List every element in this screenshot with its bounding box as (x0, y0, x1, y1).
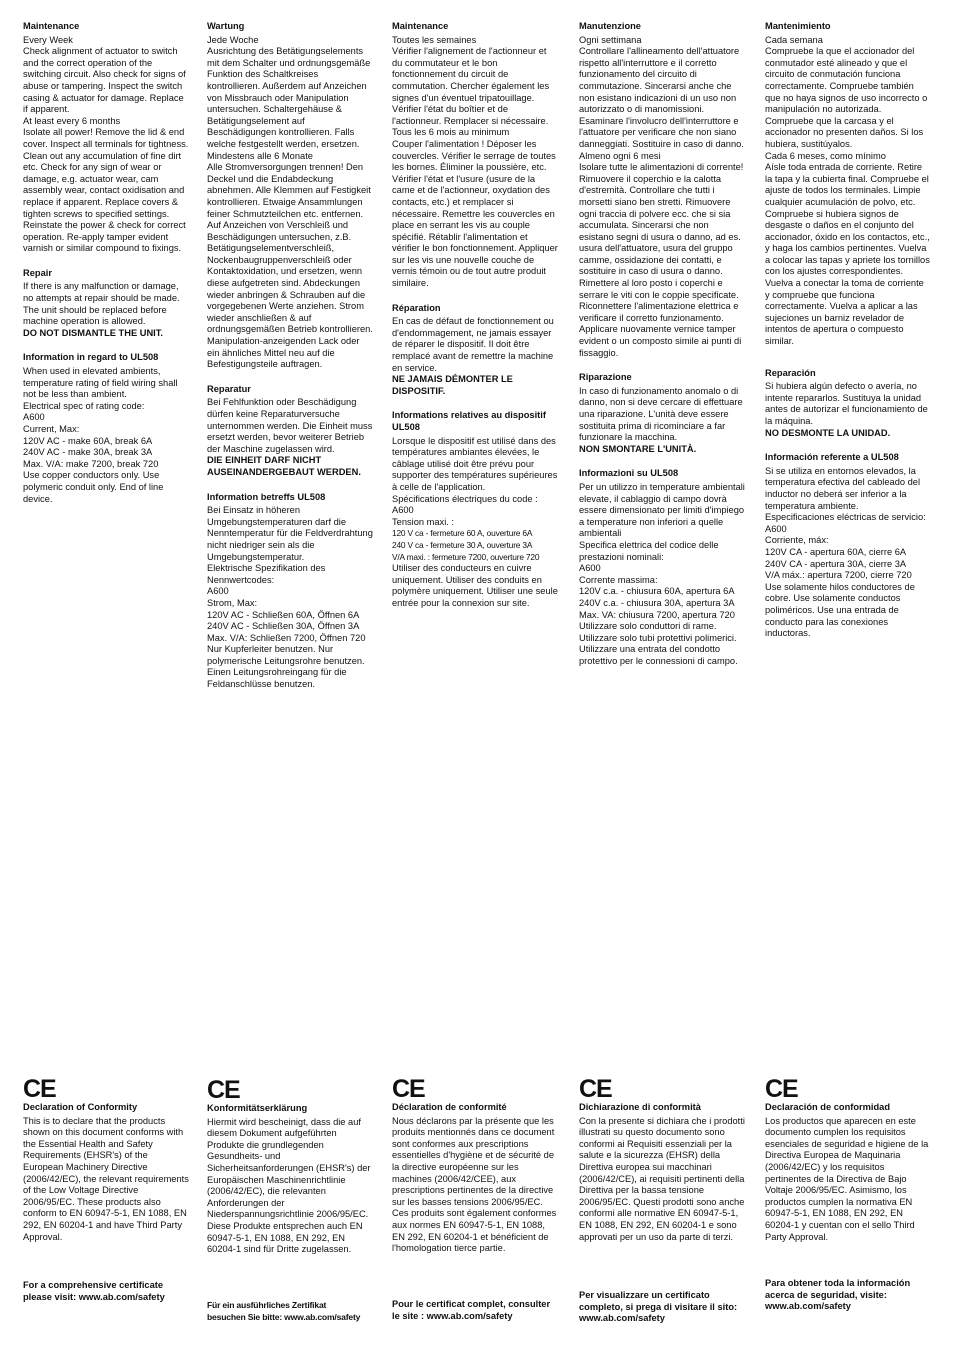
declaration-heading: Dichiarazione di conformità (579, 1102, 701, 1112)
maintenance-text: Ogni settimana Controllare l'allineamento dell'attuatore rispetto all'interruttore e il corretto funzionamento del circuito di commutazione. Sincerarsi anche che non esistano indicazioni di un uso non autorizzato o di manomissioni. Esaminare l'involucro dell'interruttore e l'attuatore per verificare che non siano danneggiati. Sostituire in caso di danno. Almeno ogni 6 mesi Isolare tutte le alimentazioni di corrente! Rimuovere il coperchio e la calotta d'estremità. Controllare che tutti i morsetti siano ben stretti. Rimuovere ogni traccia di polvere ecc. che si sia accumulata. Sincerarsi che non esistano segni di usura o danno, ad es. usura dell'attuatore, usura del gruppo camme, ossidazione dei contatti, e sostituire in caso di usura o danno. Rimettere al loro posto i coperchi e serrare le viti con le coppie specificate. Riconnettere l'alimentazione elettrica e verificare il corretto funzionamento. Applicare nuovamente vernice tamper evident o un composto simile ai punti di fissaggio. (579, 34, 744, 358)
column-italian (579, 21, 745, 680)
repair-heading: Reparación (765, 367, 816, 378)
declaration-french (392, 1076, 558, 1255)
repair-warning: DIE EINHEIT DARF NICHT AUSEINANDERGEBAUT WERDEN. (207, 455, 361, 477)
certificate-link[interactable]: Für ein ausführliches Zertifikat besuchen Sie bitte: www.ab.com/safety (207, 1300, 361, 1322)
repair-warning: NON SMONTARE L'UNITÀ. (579, 443, 697, 454)
ul508-section (23, 352, 189, 505)
repair-text: Bei Fehlfunktion oder Beschädigung dürfen keine Reparaturversuche unternommen werden. Die Einheit muss ersetzt werden, bevor weiterer Betrieb der Maschine zugelassen wird. (207, 397, 373, 454)
declaration-heading: Déclaration de conformité (392, 1102, 507, 1112)
repair-heading: Repair (23, 267, 52, 278)
declaration-text: Nous déclarons par la présente que les produits mentionnés dans ce document sont conformes aux prescriptions essentielles d'hygiène et de sécurité de la directive européenne sur les machines (2006/42/CEE), aux prescriptions pertinentes de la directive sur les basses tensions 2006/95/EC. Ces produits sont également conformes aux normes EN 60947-5-1, EN 1088, EN 292, EN 60204-1 et bénéficient de l'homologation tierce partie. (392, 1115, 557, 1254)
repair-text: In caso di funzionamento anomalo o di danno, non si deve cercare di effettuare una riparazione. L'unità deve essere sostituita prima di ricominciare a far funzionare la macchina. (579, 385, 743, 443)
repair-text: Si hubiera algún defecto o avería, no intente repararlos. Sustituya la unidad antes de autorizar el funcionamiento de la máquina. (765, 381, 928, 426)
ul508-section (392, 410, 558, 609)
ul508-heading: Informations relatives au dispositif UL508 (392, 410, 546, 432)
ul508-heading: Información referente a UL508 (765, 452, 899, 463)
column-spanish (765, 21, 931, 653)
ul508-heading: Information in regard to UL508 (23, 352, 159, 363)
repair-heading: Reparatur (207, 383, 251, 394)
repair-warning: DO NOT DISMANTLE THE UNIT. (23, 327, 163, 338)
maintenance-text: Every Week Check alignment of actuator to switch and the correct operation of the switching circuit. Also check for signs of abuse or tampering. Inspect the switch casing & actuator for damage. Replace if apparent. At least every 6 months Isolate all power! Remove the lid & end cover. Inspect all terminals for tightness. Clean out any accumulation of fine dirt etc. Check for any sign of wear or damage, e.g. actuator wear, cam assembly wear, contact oxidisation and replace if apparent. Replace covers & tighten screws to specified settings. Reinstate the power & check for correct operation. Re-apply tamper evident varnish or similar compound to fixings. (23, 34, 189, 254)
repair-section (392, 303, 558, 398)
maintenance-heading: Maintenance (392, 21, 449, 31)
ul508-text-after: Utiliser des conducteurs en cuivre uniquement. Utiliser des conduits en polymère uniquement. Utiliser une seule entrée pour la connexion sur site. (392, 563, 558, 608)
repair-heading: Riparazione (579, 372, 632, 383)
ce-mark-icon: CE (765, 1075, 798, 1103)
ul508-text: When used in elevated ambients, temperature rating of field wiring shall not be less than ambient. Electrical spec of rating code: A600 Current, Max: 120V AC - make 60A, break 6A 240V AC - make 30A, break 3A Max. V/A: make 7200, break 720 Use copper conductors only. Use polymeric conduit only. End of line device. (23, 366, 178, 504)
declaration-heading: Konformitätserklärung (207, 1103, 308, 1113)
declaration-text: Los productos que aparecen en este documento cumplen los requisitos esenciales de seguridad e higiene de la Directiva Europea de Maquinaria (2006/42/EC) y los requisitos pertinentes de la Directiva de Bajo Voltaje 2006/95/EC. Asimismo, los productos cumplen la normativa EN 60947-5-1, EN 1088, EN 292, EN 60204-1 y cuentan con el sello Third Party Approval. (765, 1115, 929, 1242)
ul508-text: Per un utilizzo in temperature ambientali elevate, il cablaggio di campo dovrà essere dimensionato per limiti d'impiego a temperature non inferiori a quelle ambientali Specifica elettrica del codice delle prestazioni nominali: A600 Corrente massima: 120V c.a. - chiusura 60A, apertura 6A 240V c.a. - chiusura 30A, apertura 3A Max. VA: chiusura 7200, apertura 720 Utilizzare solo conduttori di rame. Utilizzare solo tubi protettivi polimerici. Utilizzare una entrata del condotto protettivo per le connessioni di campo. (579, 481, 745, 666)
maintenance-text: Cada semana Compruebe la que el accionador del conmutador esté alineado y que el circuito de conmutación funciona correctamente. Compruebe también que no haya signos de uso incorrecto o manipulación no autorizada. Compruebe que la carcasa y el accionador no presenten daños. Si los hubiera, sustitúyalos. Cada 6 meses, como mínimo Aísle toda entrada de corriente. Retire la tapa y la cubierta final. Compruebe el ajuste de todos los terminales. Limpie cualquier acumulación de polvo, etc. Compruebe si hubiera signos de desgaste o daños en el conjunto del accionador, óxido en los contactos, etc., y haga los cambios pertinentes. Vuelva a colocar las tapas y apriete los tornillos con los ajustes correspondientes. Vuelva a conectar la toma de corriente y compruebe que funciona correctamente. Vuelva a aplicar a las sujeciones un barniz revelador de intentos de apertura o compuesto similar. (765, 34, 930, 347)
certificate-link[interactable]: For a comprehensive certificate please visit: www.ab.com/safety (23, 1280, 165, 1302)
repair-text: If there is any malfunction or damage, no attempts at repair should be made. The unit should be replaced before machine operation is allowed. (23, 281, 180, 327)
ce-mark-icon: CE (392, 1075, 425, 1103)
certificate-link[interactable]: Pour le certificat complet, consulter le site : www.ab.com/safety (392, 1299, 551, 1321)
ul508-text: Bei Einsatz in höheren Umgebungstemperaturen darf die Nenntemperatur für die Feldverdrahtung nicht niedriger sein als die Umgebungstemperatur. Elektrische Spezifikation des Nennwertcodes: A600 Strom, Max: 120V AC - Schließen 60A, Öffnen 6A 240V AC - Schließen 30A, Öffnen 3A Max. V/A: Schließen 7200, Öffnen 720 Nur Kupferleiter benutzen. Nur polymerische Leitungsrohre benutzen. Einen Leitungsrohreingang für die Feldanschlüsse benutzen. (207, 505, 373, 690)
declaration-spanish (765, 1076, 931, 1243)
maintenance-heading: Wartung (207, 21, 245, 31)
repair-warning: NO DESMONTE LA UNIDAD. (765, 427, 891, 438)
ul508-heading: Information betreffs UL508 (207, 491, 326, 502)
repair-section (23, 268, 189, 340)
ce-mark-icon: CE (23, 1075, 56, 1103)
repair-section (579, 372, 745, 455)
maintenance-section (765, 21, 931, 348)
certificate-link[interactable]: Para obtener toda la información acerca de seguridad, visite: www.ab.com/safety (765, 1278, 911, 1312)
column-english (23, 21, 189, 518)
declaration-text: Con la presente si dichiara che i prodotti illustrati su questo documento sono conformi ai Requisiti essenziali per la salute e la sicurezza (EHSR) della Direttiva europea sui macchinari (2006/42/CE), ai requisiti pertinenti della Direttiva per la bassa tensione 2006/95/EC. Questi prodotti sono anche conformi alle normative EN 60947-5-1, EN 1088, EN 292, EN 60204-1 e sono approvati per un uso da parte di terzi. (579, 1115, 745, 1242)
repair-warning: NE JAMAIS DÉMONTER LE DISPOSITIF. (392, 374, 513, 396)
column-german (207, 21, 373, 704)
maintenance-text: Toutes les semaines Vérifier l'alignement de l'actionneur et du commutateur et le bon fonctionnement du circuit de commutation. Chercher également les signes d'un éventuel tripatouillage. Vérifier l'état du boîtier et de l'actionneur. Remplacer si nécessaire. Tous les 6 mois au minimum Couper l'alimentation ! Déposer les couvercles. Vérifier le serrage de toutes les bornes. Éliminer la poussière, etc. Vérifier l'état et l'usure (usure de la came et de l'actionneur, oxydation des contacts, etc.) et remplacer si nécessaire. Remettre les couvercles en place en serrant les vis au couple spécifié. Rétablir l'alimentation et vérifier le bon fonctionnement. Appliquer sur les vis une nouvelle couche de vernis témoin ou de tout autre produit similaire. (392, 34, 558, 289)
ul508-text: Lorsque le dispositif est utilisé dans des températures ambiantes élevées, le câblage utilisé doit être prévu pour supporter des températures supérieures à celle de l'application. Spécifications électriques du code : A600 Tension maxi. : (392, 435, 558, 527)
column-french (392, 21, 558, 623)
declaration-text: This is to declare that the products shown on this document conforms with the Essential Health and Safety Requirements (EHSR's) of the European Machinery Directive (2006/42/EC), the relevant requirements of the Low Voltage Directive 2006/95/EC. These products also conform to EN 60947-5-1, EN 1088, EN 292, EN 60204-1 and have Third Party Approval. (23, 1115, 189, 1242)
declaration-german (207, 1077, 373, 1256)
ul508-text: Si se utiliza en entornos elevados, la temperatura efectiva del cableado del inductor no deberá ser inferior a la temperatura ambiente. Especificaciones eléctricas de servicio: A600 Corriente, máx: 120V CA - apertura 60A, cierre 6A 240V CA - apertura 30A, cierre 3A V/A máx.: apertura 7200, cierre 720 Use solamente hilos conductores de cobre. Use solamente conductos poliméricos. Use una entrada de conducto para las conexiones inductoras. (765, 465, 926, 639)
declaration-text: Hiermit wird bescheinigt, dass die auf diesem Dokument aufgeführten Produkte die grundlegenden Gesundheits- und Sicherheitsanforderungen (EHSR's) der Europäischen Maschinenrichtlinie (2006/42/EC), die relevanten Anforderungen der Niederspannungsrichtlinie 2006/95/EC. Diese Produkte entsprechen auch EN 60947-5-1, EN 1088, EN 292, EN 60204-1 sind für Dritte zugelassen. (207, 1116, 371, 1255)
declaration-italian (579, 1076, 745, 1243)
maintenance-section (23, 21, 189, 255)
ul508-ratings: 120 V ca - fermeture 60 A, ouverture 6A 240 V ca - fermeture 30 A, ouverture 3A V/A maxi. : fermeture 7200, ouverture 720 (392, 528, 540, 562)
ce-mark-icon: CE (579, 1075, 612, 1103)
ul508-section (765, 452, 931, 640)
maintenance-heading: Maintenance (23, 21, 80, 31)
repair-text: En cas de défaut de fonctionnement ou d'endommagement, ne jamais essayer de réparer le dispositif. Il doit être remplacé avant de remettre la machine en service. (392, 316, 554, 373)
maintenance-heading: Mantenimiento (765, 21, 831, 31)
ul508-heading: Informazioni su UL508 (579, 468, 679, 479)
declaration-english (23, 1076, 189, 1243)
ul508-section (207, 492, 373, 691)
declaration-heading: Declaration of Conformity (23, 1102, 138, 1112)
maintenance-section (207, 21, 373, 371)
maintenance-text: Jede Woche Ausrichtung des Betätigungselements mit dem Schalter und ordnungsgemäße Funktion des Schaltkreises kontrollieren. Außerdem auf Anzeichen von Missbrauch oder Manipulation untersuchen. Schaltergehäuse & Betätigungselement auf Beschädigungen kontrollieren. Falls welche festgestellt werden, ersetzen. Mindestens alle 6 Monate Alle Stromversorgungen trennen! Den Deckel und die Endabdeckung abnehmen. Alle Klemmen auf Festigkeit kontrollieren. Etwaige Ansammlungen feiner Schmutzteilchen etc. entfernen. Auf Anzeichen von Verschleiß und Beschädigungen untersuchen, z.B. Betätigungselementverschleiß, Nockenbaugruppenverschleiß oder Kontaktoxidation, und ersetzen, wenn diese aufgetreten sind. Abdeckungen wieder anbringen & Schrauben auf die vorgegebenen Werte anziehen. Strom wieder anschließen & auf ordnungsgemäßen Betrieb kontrollieren. Manipulation-anzeigenden Lack oder ein ähnliches Mittel neu auf die Befestigungsteile auftragen. (207, 34, 373, 370)
certificate-link[interactable]: Per visualizzare un certificato completo, si prega di visitare il sito: www.ab.com/safety (579, 1290, 738, 1324)
maintenance-section (579, 21, 745, 359)
repair-section (765, 368, 931, 440)
maintenance-section (392, 21, 558, 290)
repair-heading: Réparation (392, 302, 441, 313)
ce-mark-icon: CE (207, 1076, 240, 1104)
ul508-section (579, 468, 745, 667)
repair-section (207, 384, 373, 479)
maintenance-heading: Manutenzione (579, 21, 641, 31)
declaration-heading: Declaración de conformidad (765, 1102, 891, 1112)
